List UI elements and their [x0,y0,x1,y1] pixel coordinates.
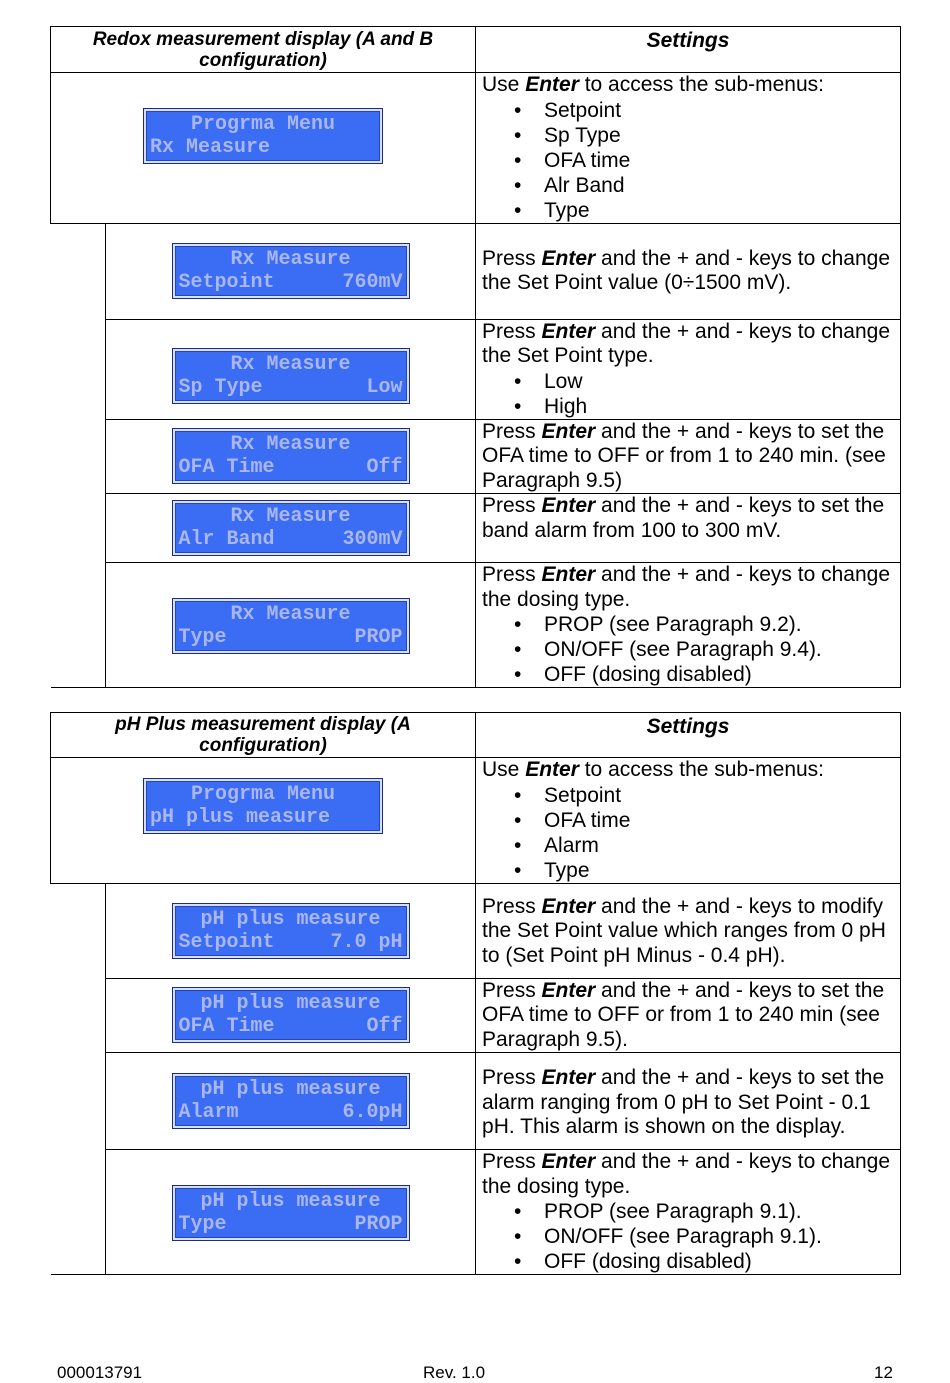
redox-settings-table [50,26,901,688]
lcd-cell [106,1053,476,1150]
settings-text: Use Enter to access the sub-menus: [482,73,824,96]
list-item: • Low [544,369,894,394]
list-item: • High [544,394,894,419]
lcd-cell [106,978,476,1053]
table-row [51,1053,901,1150]
lcd-display [173,429,409,483]
table-row [51,419,901,494]
settings-text: Press Enter and the + and - keys to change the dosing type. [482,563,890,611]
lcd-line-1: pH plus measure [200,1078,381,1101]
settings-cell [476,758,901,884]
footer-page-number: 12 [874,1363,893,1382]
lcd-cell [106,883,476,978]
lcd-display [173,244,409,298]
lcd-cell [106,419,476,494]
list-item: • Sp Type [544,123,894,148]
lcd-line-1: pH plus measure [200,992,381,1016]
lcd-cell [106,494,476,563]
lcd-line-1: pH plus measure [200,1190,381,1213]
list-item: • Setpoint [544,98,894,123]
enter-key-label: Enter [541,246,596,270]
enter-key-label: Enter [541,319,596,343]
settings-text: Press Enter and the + and - keys to set the OFA time to OFF or from 1 to 240 min. (see Paragraph 9.5) [482,419,886,492]
table-row [51,73,901,224]
lcd-line-2: Type PROP [178,1213,403,1236]
lcd-line-2: pH plus measure [150,806,331,830]
dosing-type-list [482,1199,894,1274]
enter-key-label: Enter [541,494,596,517]
list-item: • Type [544,858,894,883]
lcd-display [173,988,409,1042]
list-item: • Type [544,198,894,223]
lcd-line-1: Progrma Menu [190,112,336,136]
settings-cell [476,563,901,688]
lcd-line-2: OFA Time Off [178,1015,403,1039]
settings-text: Press Enter and the + and - keys to change the Set Point type. [482,319,890,367]
list-item: • OFA time [544,148,894,173]
enter-key-label: Enter [541,419,596,443]
settings-cell [476,73,901,224]
ph-plus-settings-table [50,712,901,1275]
list-item: • OFF (dosing disabled) [544,1249,894,1274]
settings-cell [476,223,901,319]
table-row [51,758,901,884]
lcd-display [173,349,409,403]
settings-cell [476,883,901,978]
lcd-display [173,1186,409,1240]
lcd-line-1: Rx Measure [230,248,351,271]
lcd-display [144,779,382,833]
settings-cell [476,1150,901,1275]
settings-text: Press Enter and the + and - keys to modify the Set Point value which ranges from 0 pH to (Set Point pH Minus - 0.4 pH). [482,894,886,967]
table-row [51,319,901,419]
lcd-line-1: Rx Measure [230,603,351,626]
enter-key-label: Enter [541,563,596,586]
settings-text: Press Enter and the + and - keys to set the alarm ranging from 0 pH to Set Point - 0.1 pH. This alarm is shown on the display. [482,1066,885,1138]
lcd-line-1: Progrma Menu [190,783,336,807]
settings-text: Press Enter and the + and - keys to set the band alarm from 100 to 300 mV. [482,494,885,542]
enter-key-label: Enter [541,1066,596,1089]
lcd-line-2: Setpoint 7.0 pH [178,930,403,954]
lcd-cell [106,563,476,688]
table-header-row [51,713,901,758]
list-item: • OFA time [544,808,894,833]
lcd-cell [51,73,476,224]
lcd-display [144,109,382,163]
lcd-cell [106,223,476,319]
enter-key-label: Enter [525,73,579,96]
lcd-line-1: pH plus measure [200,907,381,931]
table-header-settings: Settings [476,713,901,758]
enter-key-label: Enter [541,978,596,1002]
lcd-display [173,599,409,653]
lcd-display [173,501,409,555]
lcd-line-2: Type PROP [178,626,403,649]
submenu-list [482,98,894,223]
list-item: • Setpoint [544,783,894,808]
submenu-list [482,783,894,883]
table-header-display: pH Plus measurement display (A configuration) [51,713,476,758]
lcd-line-2: Alarm 6.0pH [178,1101,403,1124]
lcd-line-2: Setpoint 760mV [178,271,403,294]
settings-cell [476,1053,901,1150]
table-header-settings: Settings [476,27,901,73]
lcd-line-1: Rx Measure [230,505,351,528]
lcd-line-2: Sp Type Low [178,376,403,399]
settings-cell [476,978,901,1053]
table-row [51,223,901,319]
list-item: • PROP (see Paragraph 9.1). [544,1199,894,1224]
sp-type-list [482,369,894,419]
lcd-line-2: Rx Measure [150,135,271,159]
lcd-line-1: Rx Measure [230,433,351,457]
lcd-cell [106,319,476,419]
table-row [51,1150,901,1275]
enter-key-label: Enter [541,1150,596,1173]
table-row [51,978,901,1053]
footer-revision: Rev. 1.0 [423,1363,486,1382]
table-row [51,494,901,563]
settings-cell [476,494,901,563]
settings-text: Use Enter to access the sub-menus: [482,758,825,781]
enter-key-label: Enter [525,758,579,781]
enter-key-label: Enter [541,894,596,918]
settings-cell [476,419,901,494]
settings-cell [476,319,901,419]
list-item: • ON/OFF (see Paragraph 9.4). [544,637,894,662]
footer-doc-number: 000013791 [57,1363,143,1382]
list-item: • Alarm [544,833,894,858]
dosing-type-list [482,612,894,687]
table-row [51,883,901,978]
lcd-line-2: Alr Band 300mV [178,528,403,551]
list-item: • ON/OFF (see Paragraph 9.1). [544,1224,894,1249]
list-item: • PROP (see Paragraph 9.2). [544,612,894,637]
settings-text: Press Enter and the + and - keys to set the OFA time to OFF or from 1 to 240 min (see Paragraph 9.5). [482,978,885,1051]
list-item: • Alr Band [544,173,894,198]
lcd-line-2: OFA Time Off [178,456,403,480]
table-header-display: Redox measurement display (A and B configuration) [51,27,476,73]
lcd-display [173,904,409,958]
table-header-row [51,27,901,73]
lcd-display [173,1074,409,1128]
lcd-line-1: Rx Measure [230,353,351,376]
table-row [51,563,901,688]
settings-text: Press Enter and the + and - keys to change the dosing type. [482,1150,891,1198]
settings-text: Press Enter and the + and - keys to change the Set Point value (0÷1500 mV). [482,246,890,294]
lcd-cell [106,1150,476,1275]
list-item: • OFF (dosing disabled) [544,662,894,687]
lcd-cell [51,758,476,884]
